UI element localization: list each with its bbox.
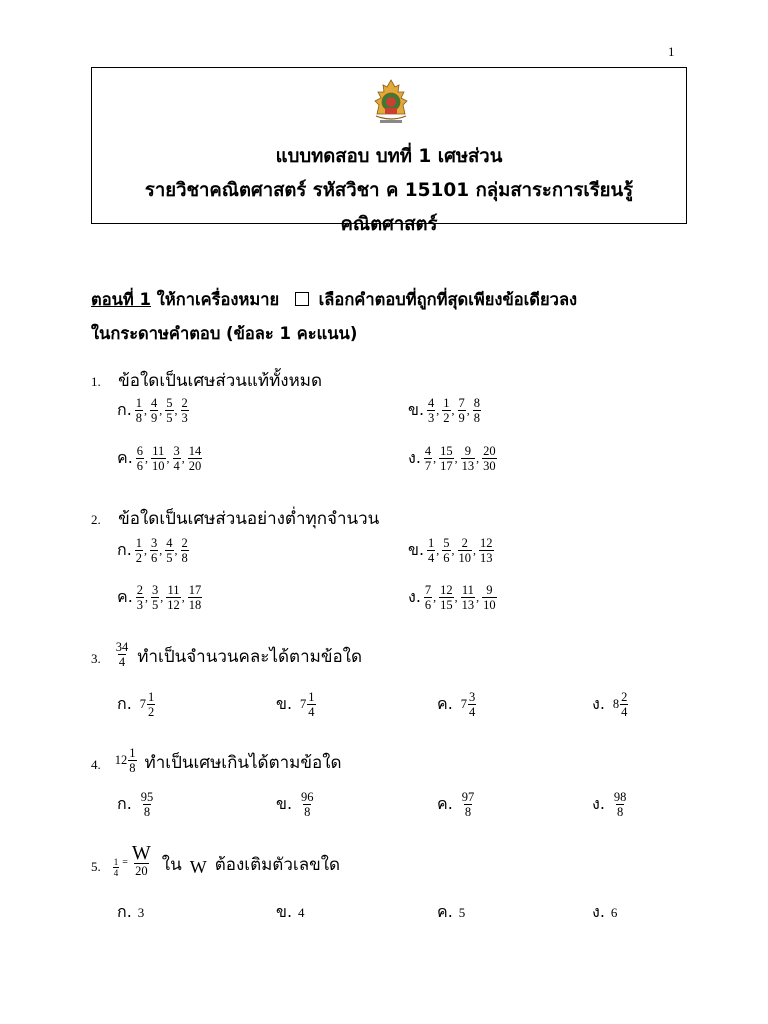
- question-2: [91, 505, 379, 532]
- q3-option-c[interactable]: [437, 690, 477, 720]
- question-fraction: [115, 640, 130, 670]
- q5-option-d[interactable]: [592, 900, 617, 925]
- numerator: 2: [621, 690, 628, 704]
- q3-option-d[interactable]: [592, 690, 629, 720]
- fraction: [136, 444, 144, 474]
- comma-separator: ,: [181, 590, 185, 605]
- fraction: [300, 790, 315, 820]
- comma-separator: ,: [451, 543, 455, 558]
- numerator: 2: [181, 396, 188, 410]
- denominator: 10: [458, 551, 472, 566]
- option-label: ข.: [276, 794, 293, 814]
- fraction: [427, 396, 435, 426]
- numerator: 96: [301, 790, 314, 804]
- equals-sign: =: [122, 857, 128, 869]
- denominator: 5: [166, 411, 173, 426]
- option-label: ก.: [117, 400, 132, 420]
- comma-separator: ,: [159, 543, 163, 558]
- option-label: ง.: [408, 448, 421, 468]
- question-3: [91, 640, 362, 670]
- fraction: [482, 444, 497, 474]
- option-label: ข.: [276, 694, 293, 714]
- comma-separator: ,: [454, 590, 458, 605]
- numerator: 5: [166, 396, 173, 410]
- fraction: [424, 583, 432, 613]
- denominator: 13: [480, 551, 493, 566]
- denominator: 7: [424, 459, 432, 474]
- denominator: 12: [167, 598, 180, 613]
- comma-separator: ,: [466, 403, 470, 418]
- fraction: [439, 444, 454, 474]
- denominator: 6: [151, 551, 158, 566]
- question-text-in: ใน: [161, 855, 182, 876]
- fraction: [424, 444, 432, 474]
- denominator: 4: [308, 705, 315, 720]
- question-5: [91, 843, 340, 878]
- fraction: [461, 790, 476, 820]
- option-label: ง.: [592, 694, 605, 714]
- fraction: [150, 536, 158, 566]
- denominator: 10: [483, 598, 496, 613]
- denominator: 3: [428, 411, 435, 426]
- denominator: 4: [113, 868, 119, 879]
- numerator: 5: [443, 536, 450, 550]
- fraction: [136, 583, 144, 613]
- numerator: 2: [136, 583, 144, 597]
- school-emblem-icon: [371, 78, 411, 128]
- fraction: [307, 690, 315, 720]
- fraction: [442, 396, 450, 426]
- numerator: 20: [483, 444, 496, 458]
- q4-option-b[interactable]: [276, 790, 316, 820]
- option-label: ง.: [592, 794, 605, 814]
- denominator: 8: [617, 805, 624, 820]
- whole-number: 8: [612, 697, 620, 712]
- option-label: ข.: [408, 540, 425, 560]
- numerator: 1: [443, 396, 450, 410]
- option-label: ข.: [408, 400, 425, 420]
- numerator: 4: [166, 536, 173, 550]
- fraction: [147, 690, 155, 720]
- numerator: 1: [135, 396, 143, 410]
- fraction: [479, 536, 494, 566]
- q1-option-a[interactable]: [117, 396, 190, 426]
- header-box: [91, 67, 687, 235]
- comma-separator: ,: [159, 403, 163, 418]
- numerator: 1: [148, 690, 155, 704]
- numerator: 4: [151, 396, 158, 410]
- instruction-text-a: ให้กาเครื่องหมาย: [156, 290, 280, 309]
- q1-option-c[interactable]: [117, 444, 203, 474]
- denominator: 2: [148, 705, 155, 720]
- denominator: 2: [135, 551, 143, 566]
- comma-separator: ,: [436, 543, 440, 558]
- comma-separator: ,: [166, 451, 170, 466]
- option-label: ค.: [437, 794, 453, 814]
- fraction: [181, 396, 189, 426]
- comma-separator: ,: [473, 543, 477, 558]
- whole-number: 7: [139, 697, 147, 712]
- whole-number: 12: [114, 752, 128, 767]
- numerator: 97: [461, 790, 475, 804]
- fraction: [468, 690, 476, 720]
- denominator: 8: [181, 551, 188, 566]
- fraction: [473, 396, 481, 426]
- variable-w: W: [189, 857, 207, 878]
- numerator: 3: [152, 583, 159, 597]
- denominator: 6: [136, 459, 144, 474]
- denominator: 4: [173, 459, 180, 474]
- q3-option-a[interactable]: [117, 690, 156, 720]
- q5-option-c[interactable]: [437, 900, 465, 925]
- denominator: 8: [135, 411, 143, 426]
- numerator: 1: [129, 746, 136, 760]
- denominator: 9: [458, 411, 465, 426]
- fraction: [458, 396, 466, 426]
- comma-separator: ,: [145, 590, 149, 605]
- q4-option-d[interactable]: [592, 790, 628, 820]
- q3-option-b[interactable]: [276, 690, 317, 720]
- q5-option-a[interactable]: [117, 900, 144, 925]
- comma-separator: ,: [144, 543, 148, 558]
- numerator: 3: [469, 690, 476, 704]
- right-fraction: [131, 843, 152, 878]
- denominator: 10: [152, 459, 165, 474]
- comma-separator: ,: [451, 403, 455, 418]
- numerator: 4: [428, 396, 435, 410]
- denominator: 8: [464, 805, 472, 820]
- numerator: 12: [440, 583, 453, 597]
- denominator: 3: [181, 411, 188, 426]
- comma-separator: ,: [181, 451, 185, 466]
- option-value: 4: [298, 904, 305, 920]
- option-label: ค.: [117, 587, 133, 607]
- option-label: ง.: [592, 902, 605, 921]
- q4-option-a[interactable]: [117, 790, 155, 820]
- question-number: 1.: [91, 374, 101, 389]
- fraction: [173, 444, 181, 474]
- part-label: ตอนที่ 1: [91, 290, 152, 309]
- numerator: 11: [152, 444, 165, 458]
- instruction-line-2: ในกระดาษคำตอบ (ข้อละ 1 คะแนน): [91, 324, 358, 343]
- numerator: 4: [424, 444, 432, 458]
- question-text: ข้อใดเป็นเศษส่วนแท้ทั้งหมด: [118, 371, 323, 391]
- question-number: 3.: [91, 650, 101, 666]
- denominator: 6: [424, 598, 432, 613]
- fraction: [151, 444, 166, 474]
- q2-option-b[interactable]: [408, 536, 495, 566]
- q2-option-c[interactable]: [117, 583, 203, 613]
- test-title: แบบทดสอบ บทที่ 1 เศษส่วน: [275, 146, 503, 167]
- denominator: 20: [188, 459, 202, 474]
- numerator: 2: [181, 536, 188, 550]
- option-label: ข.: [276, 902, 293, 921]
- subject-line-cut: คณิตศาสตร์: [340, 214, 438, 235]
- comma-separator: ,: [454, 451, 458, 466]
- question-fraction: [128, 746, 136, 776]
- numerator: 9: [464, 444, 472, 458]
- fraction: [439, 583, 454, 613]
- fraction: [151, 583, 159, 613]
- option-value: 5: [458, 904, 466, 920]
- whole-number: 7: [300, 697, 307, 712]
- numerator: 14: [188, 444, 202, 458]
- option-label: ก.: [117, 694, 132, 714]
- denominator: 9: [151, 411, 158, 426]
- subject-line: รายวิชาคณิตศาสตร์ รหัสวิชา ค 15101 กลุ่มสาระการเรียนรู้: [144, 180, 634, 201]
- numerator: 7: [424, 583, 432, 597]
- instruction-text-b: เลือกคำตอบที่ถูกที่สุดเพียงข้อเดียวลง: [318, 290, 578, 309]
- fraction: [188, 583, 203, 613]
- question-number: 4.: [91, 756, 101, 772]
- numerator: 17: [188, 583, 202, 597]
- numerator: 34: [115, 640, 129, 654]
- option-value: 6: [610, 904, 618, 920]
- option-label: ก.: [117, 902, 132, 921]
- numerator: 1: [308, 690, 315, 704]
- denominator: 8: [304, 805, 311, 820]
- fraction: [150, 396, 158, 426]
- numerator: 12: [480, 536, 493, 550]
- denominator: 3: [136, 598, 144, 613]
- fraction: [166, 583, 181, 613]
- question-1: [91, 367, 322, 394]
- question-4: [91, 746, 342, 776]
- q2-option-a[interactable]: [117, 536, 190, 566]
- comma-separator: ,: [174, 543, 178, 558]
- numerator: 15: [440, 444, 453, 458]
- denominator: 15: [440, 598, 453, 613]
- instruction-line-1: [91, 287, 577, 313]
- fraction: [140, 790, 155, 820]
- option-label: ค.: [437, 902, 453, 921]
- q5-option-b[interactable]: [276, 900, 305, 925]
- denominator: 5: [152, 598, 159, 613]
- numerator: 3: [173, 444, 180, 458]
- q1-option-d[interactable]: [408, 444, 498, 474]
- numerator: 95: [140, 790, 154, 804]
- denominator: 8: [143, 805, 151, 820]
- numerator: 9: [486, 583, 493, 597]
- numerator: 7: [458, 396, 465, 410]
- denominator: 5: [166, 551, 173, 566]
- fraction: [427, 536, 435, 566]
- comma-separator: ,: [145, 451, 149, 466]
- denominator: 13: [461, 598, 475, 613]
- comma-separator: ,: [476, 590, 480, 605]
- fraction: [165, 536, 173, 566]
- comma-separator: ,: [174, 403, 178, 418]
- fraction: [165, 396, 173, 426]
- option-label: ก.: [117, 540, 132, 560]
- option-label: ง.: [408, 587, 421, 607]
- denominator: 4: [469, 705, 476, 720]
- checkbox-icon: [295, 292, 309, 306]
- numerator: 11: [461, 583, 474, 597]
- denominator: 17: [440, 459, 453, 474]
- fraction: [461, 444, 476, 474]
- denominator: 4: [621, 705, 628, 720]
- denominator: 20: [135, 864, 148, 878]
- fraction: [461, 583, 476, 613]
- numerator: 6: [136, 444, 144, 458]
- fraction: [181, 536, 189, 566]
- question-text: ข้อใดเป็นเศษส่วนอย่างต่ำทุกจำนวน: [118, 509, 380, 529]
- numerator: 1: [113, 856, 119, 867]
- numerator: 3: [151, 536, 158, 550]
- numerator: W: [131, 842, 151, 864]
- question-number: 2.: [91, 512, 101, 527]
- numerator: 11: [167, 583, 180, 597]
- denominator: 8: [473, 411, 481, 426]
- fraction: [620, 690, 628, 720]
- question-number: 5.: [91, 859, 101, 875]
- numerator: 8: [473, 396, 481, 410]
- q1-option-b[interactable]: [408, 396, 482, 426]
- comma-separator: ,: [436, 403, 440, 418]
- fraction: [442, 536, 450, 566]
- denominator: 13: [461, 459, 475, 474]
- fraction: [482, 583, 497, 613]
- comma-separator: ,: [144, 403, 148, 418]
- denominator: 30: [483, 459, 496, 474]
- fraction: [135, 536, 143, 566]
- question-text: ต้องเติมตัวเลขใด: [214, 855, 341, 876]
- denominator: 18: [188, 598, 202, 613]
- denominator: 4: [428, 551, 435, 566]
- question-text: ทำเป็นเศษเกินได้ตามข้อใด: [144, 752, 342, 773]
- denominator: 8: [129, 761, 136, 776]
- comma-separator: ,: [160, 590, 164, 605]
- option-label: ค.: [437, 694, 453, 714]
- q4-option-c[interactable]: [437, 790, 476, 820]
- numerator: 2: [461, 536, 468, 550]
- comma-separator: ,: [433, 451, 437, 466]
- numerator: 1: [428, 536, 435, 550]
- denominator: 6: [443, 551, 450, 566]
- option-value: 3: [137, 904, 145, 920]
- option-label: ก.: [117, 794, 132, 814]
- comma-separator: ,: [476, 451, 480, 466]
- numerator: 98: [613, 790, 627, 804]
- option-label: ค.: [117, 448, 133, 468]
- fraction: [613, 790, 628, 820]
- whole-number: 7: [460, 697, 468, 712]
- fraction: [458, 536, 473, 566]
- question-text: ทำเป็นจำนวนคละได้ตามข้อใด: [137, 646, 362, 667]
- left-fraction: [113, 857, 120, 879]
- fraction: [188, 444, 203, 474]
- page-number: 1: [668, 44, 675, 59]
- comma-separator: ,: [433, 590, 437, 605]
- q2-option-d[interactable]: [408, 583, 498, 613]
- denominator: 4: [118, 655, 126, 670]
- numerator: 1: [135, 536, 143, 550]
- fraction: [135, 396, 143, 426]
- denominator: 2: [443, 411, 450, 426]
